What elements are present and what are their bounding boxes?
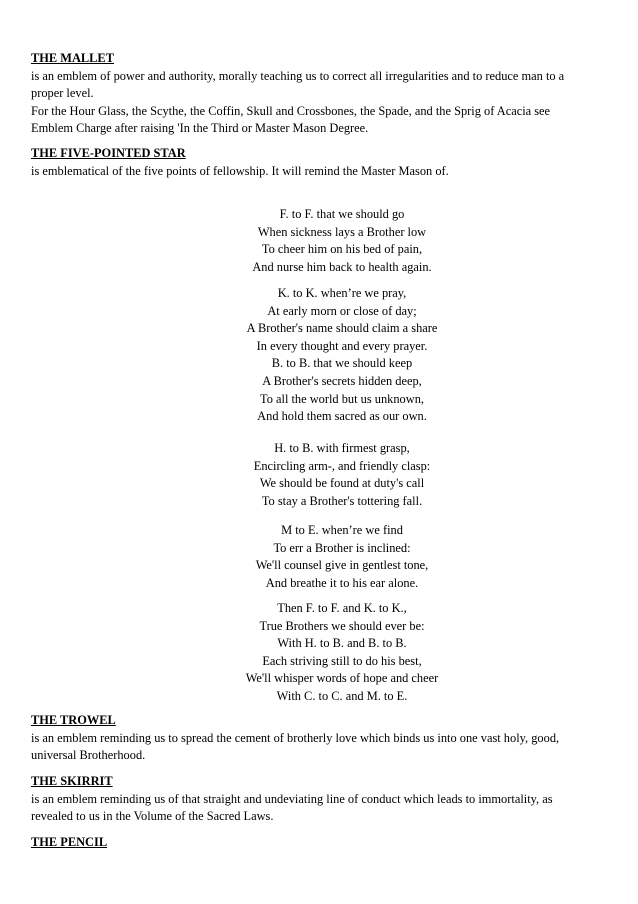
paragraph-line: is an emblem reminding us of that straight and undeviating line of conduct which leads to immortality, as	[31, 791, 553, 806]
poem-line: In every thought and every prayer.	[256, 338, 428, 353]
section-five-pointed-star	[31, 145, 631, 180]
poem-line: M to E. when’re we find	[281, 523, 403, 537]
poem-line: At early morn or close of day;	[267, 303, 417, 318]
poem-line: To err a Brother is inclined:	[273, 540, 411, 555]
poem-line: Then F. to F. and K. to K.,	[277, 601, 407, 615]
poem-line: A Brother's name should claim a share	[246, 321, 438, 336]
poem-line: A Brother's secrets hidden deep,	[262, 373, 422, 388]
poem-line: K. to K. when’re we pray,	[277, 286, 407, 300]
section-skirrit	[31, 773, 631, 826]
poem-line: Encircling arm-, and friendly clasp:	[253, 458, 431, 473]
poem-line: B. to B. that we should keep	[271, 356, 413, 371]
poem-stanza-1	[229, 206, 455, 276]
poem-stanza-3	[229, 440, 455, 510]
section-heading: THE FIVE-POINTED STAR	[31, 146, 186, 160]
poem-stanza-5	[229, 600, 455, 706]
poem-stanza-4	[229, 522, 455, 592]
poem-stanza-2	[229, 285, 455, 426]
poem-line: And breathe it to his ear alone.	[265, 575, 419, 590]
poem-line: And hold them sacred as our own.	[257, 409, 427, 424]
poem-line: True Brothers we should ever be:	[259, 618, 425, 633]
section-heading: THE MALLET	[31, 51, 114, 65]
section-heading: THE SKIRRIT	[31, 774, 113, 788]
section-trowel	[31, 712, 631, 765]
poem-line: H. to B. with firmest grasp,	[274, 441, 410, 455]
poem-line: To cheer him on his bed of pain,	[261, 242, 423, 257]
poem-line: To all the world but us unknown,	[260, 391, 424, 406]
section-heading: THE PENCIL	[31, 835, 108, 849]
paragraph-line: is emblematical of the five points of fellowship. It will remind the Master Mason of.	[31, 163, 449, 178]
poem-line: We should be found at duty's call	[259, 476, 425, 491]
paragraph-line: universal Brotherhood.	[31, 748, 146, 763]
paragraph-line: is an emblem of power and authority, morally teaching us to correct all irregularities and to reduce man to a	[31, 68, 565, 83]
section-mallet	[31, 50, 631, 138]
paragraph-line: proper level.	[31, 86, 94, 101]
poem-line: To stay a Brother's tottering fall.	[261, 493, 423, 508]
poem-line: We'll counsel give in gentlest tone,	[255, 558, 429, 573]
poem-line: We'll whisper words of hope and cheer	[245, 671, 439, 686]
poem-line: With H. to B. and B. to B.	[277, 636, 407, 651]
poem-line: Each striving still to do his best,	[262, 653, 422, 668]
poem-line: With C. to C. and M. to E.	[276, 688, 408, 703]
poem-line: And nurse him back to health again.	[252, 259, 432, 274]
section-heading: THE TROWEL	[31, 713, 116, 727]
paragraph-line: Emblem Charge after raising 'In the Third or Master Mason Degree.	[31, 121, 369, 136]
poem-line: F. to F. that we should go	[279, 207, 405, 221]
paragraph-line: revealed to us in the Volume of the Sacred Laws.	[31, 809, 274, 824]
section-pencil	[31, 834, 631, 852]
paragraph-line: For the Hour Glass, the Scythe, the Coffin, Skull and Crossbones, the Spade, and the Sprig of Acacia see	[31, 103, 551, 118]
paragraph-line: is an emblem reminding us to spread the cement of brotherly love which binds us into one vast holy, good,	[31, 730, 560, 745]
poem-line: When sickness lays a Brother low	[257, 224, 427, 239]
